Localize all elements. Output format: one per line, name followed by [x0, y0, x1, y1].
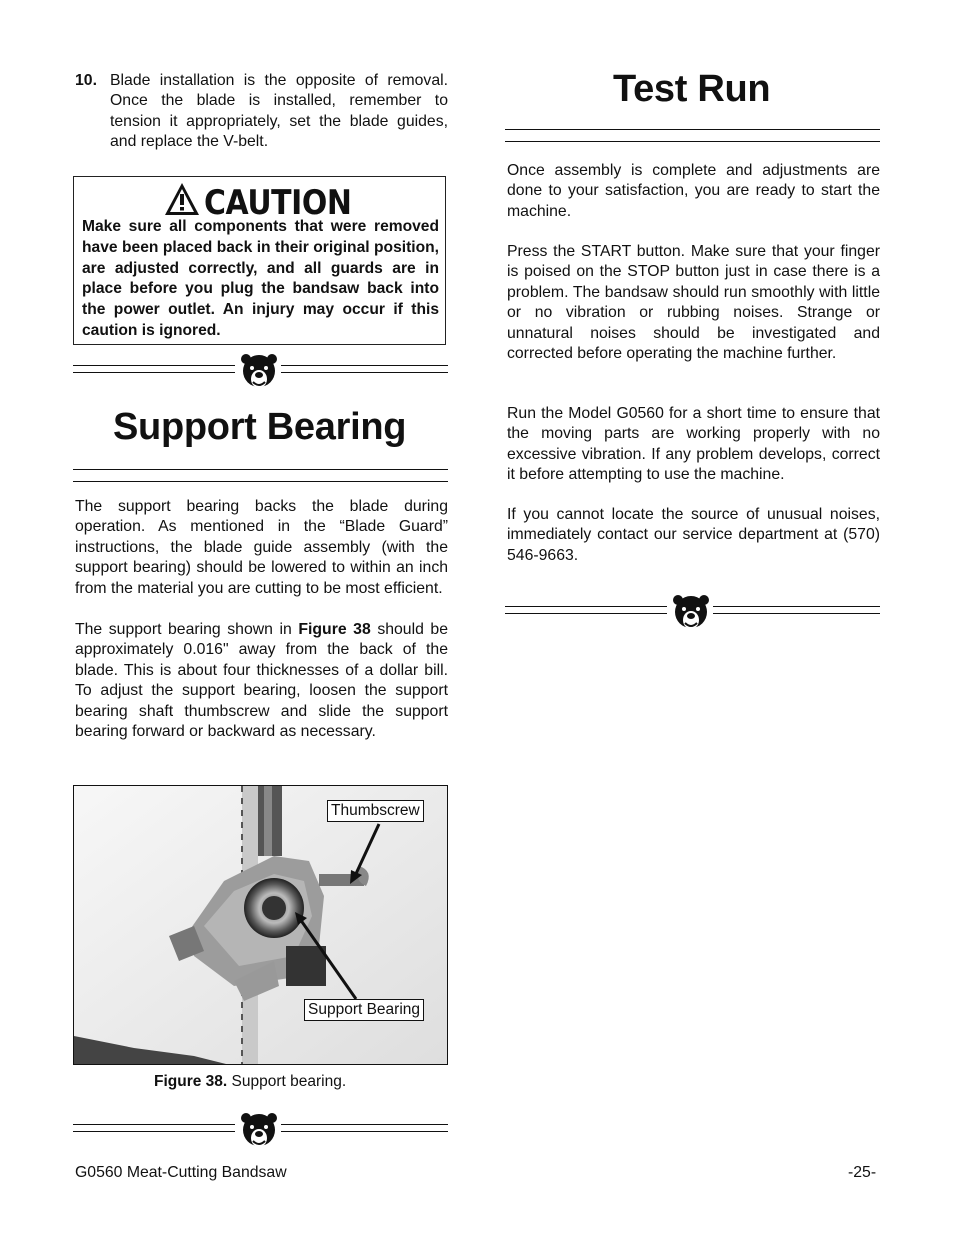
caution-text: Make sure all components that were removed have been placed back in their original position, are adjusted correctly, and all guards are in place before you plug the bandsaw back into the power outlet. An injury may occur if this caution is ignored. — [82, 218, 439, 339]
figure-38-caption — [154, 1073, 346, 1091]
caption-text: Support bearing. — [227, 1073, 347, 1090]
bear-divider — [73, 1112, 448, 1152]
support-bearing-callout: Support Bearing — [304, 999, 424, 1021]
heading-rule — [505, 141, 880, 142]
heading-rule — [73, 469, 448, 470]
test-run-paragraph-2: Press the START button. Make sure that your finger is poised on the STOP button just in case there is a problem. The bandsaw should run smoothly with little or no vibration or rubbing noises. Strange or unnatural noises should be investigated and corrected before operating the machine further. — [507, 243, 880, 363]
figure-reference: Figure 38 — [298, 621, 371, 638]
bear-head-icon — [239, 1112, 279, 1152]
caution-box — [73, 176, 446, 345]
paragraph-2-prefix: The support bearing shown in — [75, 621, 299, 638]
test-run-heading: Test Run — [613, 68, 771, 110]
caption-label: Figure 38. — [154, 1073, 228, 1090]
footer-title: G0560 Meat-Cutting Bandsaw — [75, 1164, 287, 1181]
paragraph-2-suffix: should be approximately 0.016" away from the back of the blade. This is about four thicknesses of a dollar bill. To adjust the support bearing, loosen the support bearing shaft thumbscrew and slide the support bearing forward or backward as necessary. — [75, 621, 449, 741]
page-number: -25- — [848, 1164, 877, 1181]
bear-head-icon — [239, 353, 279, 393]
test-run-paragraph-1: Once assembly is complete and adjustments are done to your satisfaction, you are ready to start the machine. — [507, 162, 880, 220]
figure-38-photo — [73, 785, 448, 1065]
bear-head-icon — [671, 594, 711, 634]
callout-arrows — [74, 786, 448, 1065]
step-text: Blade installation is the opposite of removal. Once the blade is installed, remember to tension it appropriately, set the blade guides, and replace the V-belt. — [110, 72, 448, 151]
support-bearing-paragraph-1: The support bearing backs the blade during operation. As mentioned in the “Blade Guard” instructions, the blade guide assembly (with the support bearing) should be lowered to within an inch from the material you are cutting to be most efficient. — [75, 498, 448, 597]
heading-rule — [505, 129, 880, 130]
support-bearing-paragraph-2 — [75, 620, 448, 742]
step-10 — [75, 71, 448, 153]
heading-rule — [73, 481, 448, 482]
bear-divider — [73, 353, 448, 393]
test-run-paragraph-3: Run the Model G0560 for a short time to ensure that the moving parts are working properly with no excessive vibration. If any problem develops, correct it before attempting to use the machine. — [507, 405, 880, 484]
step-number: 10. — [75, 72, 97, 89]
test-run-paragraph-4: If you cannot locate the source of unusual noises, immediately contact our service department at (570) 546-9663. — [507, 506, 880, 564]
warning-triangle-icon — [164, 182, 200, 216]
thumbscrew-callout: Thumbscrew — [327, 800, 424, 822]
caution-title: CAUTION — [204, 183, 352, 223]
bear-divider — [505, 594, 880, 634]
support-bearing-heading: Support Bearing — [113, 406, 407, 448]
